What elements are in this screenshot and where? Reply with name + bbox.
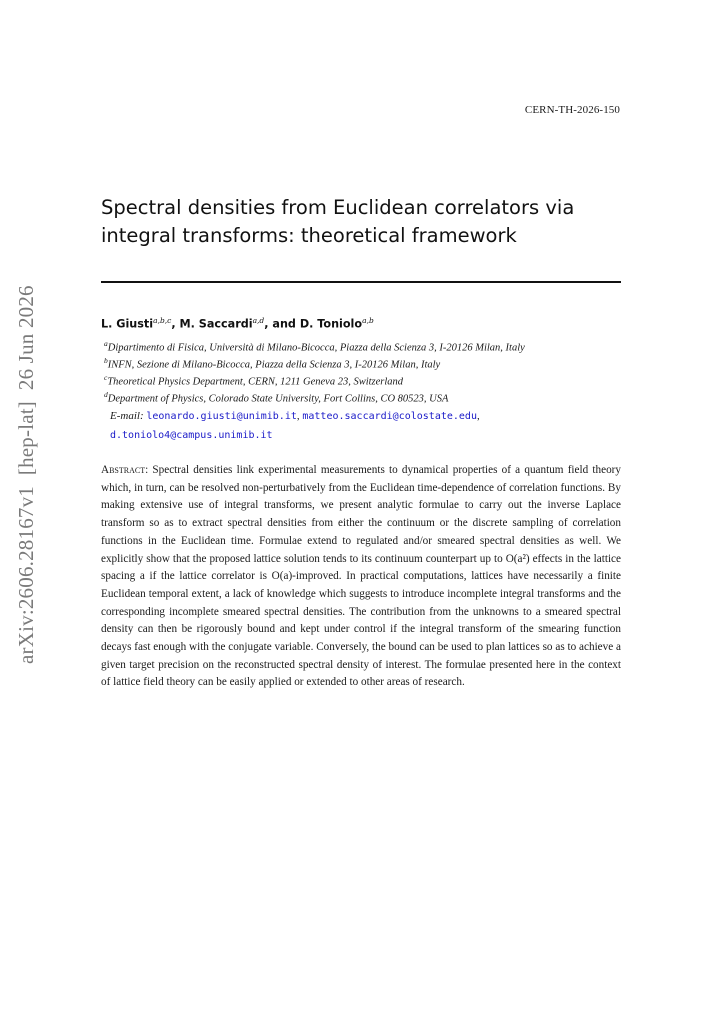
author-separator: , xyxy=(171,317,180,331)
affiliation xyxy=(104,356,440,371)
email-link[interactable]: leonardo.giusti@unimib.it xyxy=(146,411,297,422)
email-link[interactable]: matteo.saccardi@colostate.edu xyxy=(302,411,477,422)
affiliation xyxy=(104,390,448,405)
affiliation-text: Department of Physics, Colorado State University, Fort Collins, CO 80523, USA xyxy=(107,393,449,405)
affiliation-mark: d xyxy=(104,390,108,399)
abstract xyxy=(101,462,621,692)
affiliation-mark: c xyxy=(104,373,108,382)
author-affiliation-marks: a,b,c xyxy=(153,316,172,325)
author-name: D. Toniolo xyxy=(299,317,363,331)
author-separator: , and xyxy=(264,317,300,331)
arxiv-identifier-stamp[interactable]: arXiv:2606.28167v1 [hep-lat] 26 Jun 2026 xyxy=(14,285,38,664)
affiliation xyxy=(104,373,403,388)
abstract-label: Abstract: xyxy=(101,464,149,476)
author-affiliation-marks: a,b xyxy=(362,316,374,325)
email-line: E-mail: leonardo.giusti@unimib.it, matteo.saccardi@colostate.edu, xyxy=(110,410,480,422)
author-affiliation-marks: a,d xyxy=(252,316,265,325)
affiliation-text: Theoretical Physics Department, CERN, 1211 Geneva 23, Switzerland xyxy=(107,376,404,388)
affiliation xyxy=(104,339,525,354)
title-rule xyxy=(101,281,621,283)
affiliation-text: INFN, Sezione di Milano-Bicocca, Piazza della Scienza 3, I-20126 Milan, Italy xyxy=(107,359,441,371)
affiliation-mark: a xyxy=(104,339,108,348)
email-link[interactable]: d.toniolo4@campus.unimib.it xyxy=(110,430,273,441)
report-number: CERN-TH-2026-150 xyxy=(524,104,620,116)
affiliation-text: Dipartimento di Fisica, Università di Milano-Bicocca, Piazza della Scienza 3, I-20126 Milan, Italy xyxy=(107,342,525,354)
author-name: M. Saccardi xyxy=(179,317,253,331)
abstract-text: Spectral densities link experimental measurements to dynamical properties of a quantum field theory which, in turn, can be resolved non-perturbatively from the Euclidean time-dependence of correlation functions. By making extensive use of integral transforms, we present analytic formulae to carry out the inverse Laplace transform so as to extract spectral densities from either the continuum or the discrete sampling of correlation functions in the Euclidean time. Formulae extend to regulated and/or smeared spectral densities as well. We explicitly show that the proposed lattice solution tends to its continuum counterpart up to O(a²) effects in the lattice spacing a if the lattice correlator is O(a)-improved. In practical computations, lattices have necessarily a finite Euclidean temporal extent, a lack of knowledge which suggests to introduce incomplete integral transforms and the corresponding incomplete smeared spectral densities. The contribution from the unknowns to a smeared spectral density can then be rigorously bound and kept under control if the integral transform of the smearing function decays fast enough with the conjugate variable. Conversely, the bound can be used to plan lattices so as to achieve a given target precision on the reconstructed spectral density of interest. The formulae presented here in the context of lattice field theory can be easily applied or extended to other areas of research. xyxy=(101,464,621,689)
email-label: E-mail: xyxy=(110,410,144,422)
author-name: L. Giusti xyxy=(101,317,154,331)
author-list xyxy=(101,316,374,331)
affiliation-mark: b xyxy=(104,356,108,365)
paper-title: Spectral densities from Euclidean correlators via integral transforms: theoretical framework xyxy=(101,196,575,247)
email-line xyxy=(110,429,273,441)
